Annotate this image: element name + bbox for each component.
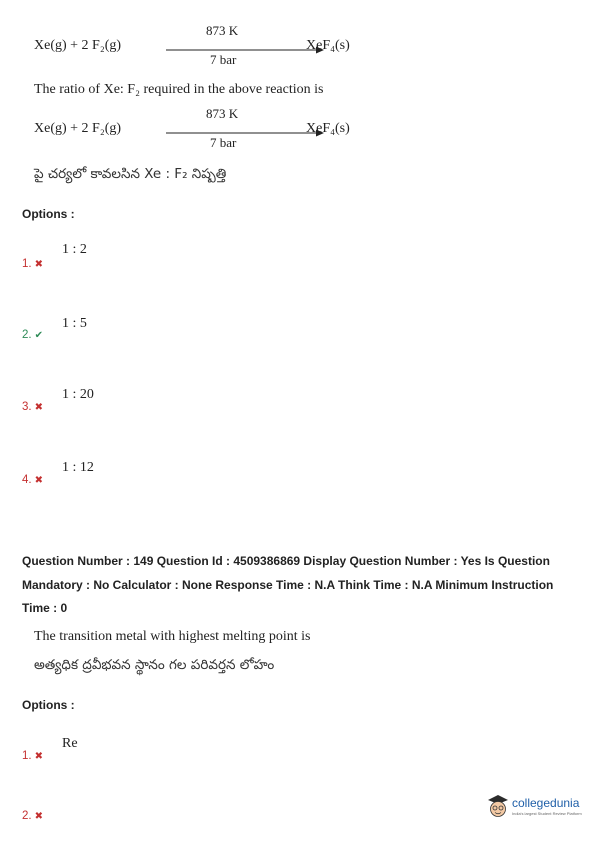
options-heading: Options : (22, 698, 75, 712)
question-metadata: Question Number : 149 Question Id : 4509386869 Display Question Number : Yes Is Question Mandatory : No Calculator : None Response Time : N.A Think Time : N.A Minimum Instruction Time : 0 (22, 554, 554, 615)
cross-icon: ✖ (34, 402, 43, 413)
option-4-text: 1 : 12 (62, 460, 94, 475)
option-2-number[interactable]: 2. ✖ (22, 810, 43, 822)
reaction-product: XeF₄(s) (306, 121, 350, 136)
reaction-equation-repeat (34, 106, 364, 150)
cross-icon: ✖ (34, 259, 43, 270)
cross-icon: ✖ (34, 475, 43, 486)
reaction-pressure: 7 bar (210, 52, 237, 67)
reaction-temperature: 873 K (206, 106, 239, 121)
reaction-reactants: Xe(g) + 2 F₂(g) (34, 121, 122, 136)
option-3-text: 1 : 20 (62, 387, 94, 402)
option-2-text: 1 : 5 (62, 316, 87, 331)
option-4-number[interactable]: 4. ✖ (22, 474, 43, 486)
reaction-arrow (166, 129, 324, 137)
reaction-pressure: 7 bar (210, 135, 237, 150)
question-text-telugu: అత్యధిక ద్రవీభవన స్థానం గల పరివర్తన లోహం (34, 657, 275, 673)
question-text-english: The transition metal with highest melting point is (34, 629, 311, 644)
reaction-product: XeF₄(s) (306, 38, 350, 53)
option-2-number[interactable]: 2. ✔ (22, 329, 43, 341)
question-text-english: The ratio of Xe: F₂ required in the above reaction is (34, 82, 324, 97)
options-heading: Options : (22, 207, 75, 221)
mascot-icon (487, 794, 509, 820)
logo-tagline: India's largest Student Review Platform (512, 811, 582, 816)
option-1-text: 1 : 2 (62, 242, 87, 257)
logo-wordmark: collegedunia (512, 796, 580, 810)
reaction-reactants: Xe(g) + 2 F₂(g) (34, 38, 122, 53)
reaction-equation (34, 23, 364, 67)
cross-icon: ✖ (34, 811, 43, 822)
option-3-number[interactable]: 3. ✖ (22, 401, 43, 413)
reaction-arrow (166, 46, 324, 54)
reaction-temperature: 873 K (206, 23, 239, 38)
collegedunia-logo (487, 792, 587, 822)
question-text-telugu: పై చర్యలో కావలసిన Xe : F₂ నిష్పత్తి (34, 166, 227, 182)
option-1-text: Re (62, 736, 78, 751)
cross-icon: ✖ (34, 751, 43, 762)
check-icon: ✔ (34, 330, 43, 341)
option-1-number[interactable]: 1. ✖ (22, 750, 43, 762)
option-1-number[interactable]: 1. ✖ (22, 258, 43, 270)
